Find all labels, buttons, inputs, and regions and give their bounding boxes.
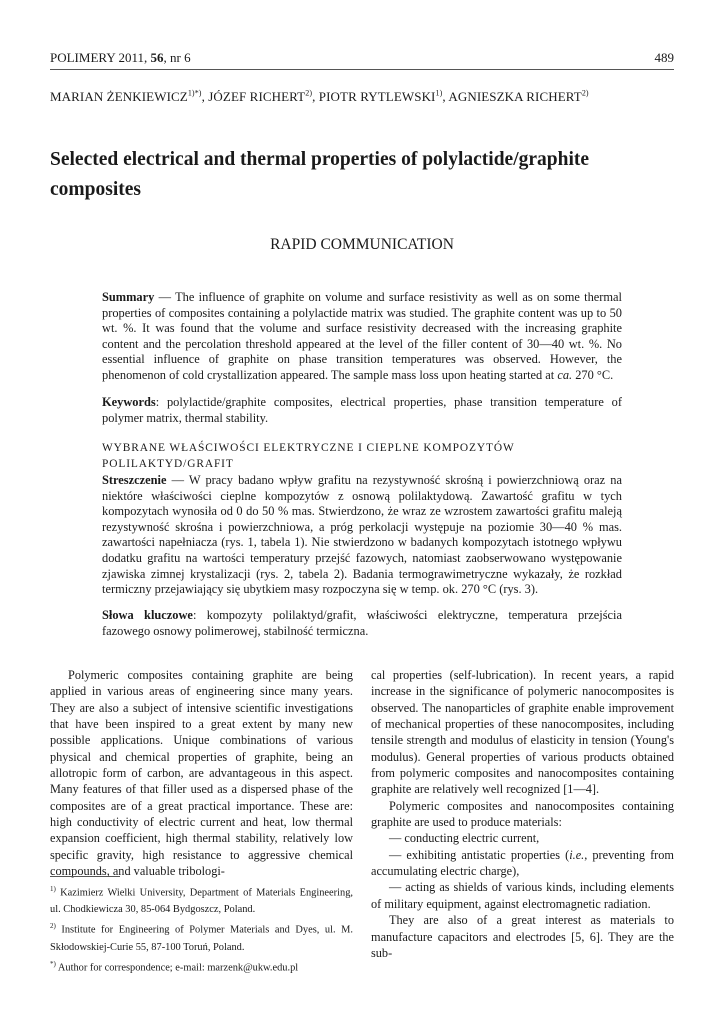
affiliation-mark: 1)*) <box>187 89 202 98</box>
summary-label: Summary <box>102 290 155 304</box>
summary-abstract: Summary — The influence of graphite on volume and surface resistivity as well as on some thermal properties of composites containing a polylactide matrix was studied. The graphite content was up to 50 wt. %. It was found that the volume and surface resistivity decreased with the increasing graphite content and the percolation threshold appeared at the level of the filler content of 30—40 wt. %. No essential influence of graphite on phase transition temperatures was observed. However, the phenomenon of cold crystallization appeared. The sample mass loss upon heating started at ca. 270 °C. <box>102 290 622 382</box>
article-type: RAPID COMMUNICATION <box>270 236 454 253</box>
polish-abstract: Streszczenie — W pracy badano wpływ grafitu na rezystywność skrośną i powierzchniową oraz na niektóre właściwości cieplne kompozytów z osnową polilaktydową. Zawartość grafitu w tych kompozytach wynosiła od 0 do 50 % mas. Stwierdzono, że wraz ze wzrostem zawartości grafitu maleją rezystywność skrośna i powierzchniowa, a próg perkolacji występuje na poziomie 30—40 % mas. zawartości napełniacza (rys. 1, tabela 1). Nie stwierdzono w badanych kompozytach istotnego wpływu dodatku grafitu na wartości temperatury przejść fazowych, natomiast zaobserwowano występowanie zjawiska zimnej krystalizacji (rys. 2, tabela 2). Badania termograwimetryczne wykazały, że rozkład termiczny przejawiający się ubytkiem masy rozpoczyna się w temp. ok. 270 °C (rys. 3). <box>102 473 622 597</box>
page-number: 489 <box>654 50 674 65</box>
streszczenie-label: Streszczenie <box>102 473 167 487</box>
keywords: Keywords: polylactide/graphite composites, electrical properties, phase transition temperature of polymer matrix, thermal stability. <box>102 395 622 425</box>
footnote: $^{2)}$ Institute for Engineering of Polymer Materials and Dyes, ul. M. Skłodowskiej-Curie 55, 87-100 Toruń, Poland. <box>50 922 353 953</box>
author: AGNIESZKA RICHERT$^{2)}$ <box>448 89 589 105</box>
footnotes <box>50 881 353 976</box>
footnote: $^{1)}$ Kazimierz Wielki University, Department of Materials Engineering, ul. Chodkiewicza 30, 85-064 Bydgoszcz, Poland. <box>50 885 353 916</box>
author: JÓZEF RICHERT$^{2)}$, <box>208 89 319 105</box>
affiliation-mark: 2) <box>305 89 313 98</box>
footnote: *) Author for correspondence; e-mail: marzenk@ukw.edu.pl <box>50 959 299 974</box>
body-paragraph: Polymeric composites containing graphite are being applied in various areas of engineering since many years. They are also a subject of intensive scientific investigations that have been inspired to a great extent by many new possible applications. Unique combinations of various physical and chemical properties of graphite, being an allotropic form of carbon, are advantageous in this aspect. Many features of that filler used as a dispersed phase of the composites are of a great practical importance. These are: high conductivity of electric current and heat, low thermal expansion coefficient, high thermal stability, relatively low specific gravity, high resistance to aggressive chemical compounds, and valuable tribologi- <box>50 668 353 879</box>
author: PIOTR RYTLEWSKI$^{1)}$, <box>318 89 449 105</box>
journal-volume: 56 <box>150 50 164 65</box>
body-paragraph: cal properties (self-lubrication). In recent years, a rapid increase in the significance of polymeric nanocomposites is observed. The nanoparticles of graphite enable improvement of mechanical properties of these nanocomposites, including tensile strength and modulus of elasticity in tension (Young's modulus). General properties of various products obtained from polymeric composites and nanocomposites containing graphite are relatively well recognized [1—4]. <box>371 668 674 797</box>
journal-name: POLIMERY 2011, <box>50 50 148 65</box>
footnote-rule <box>50 876 120 877</box>
affiliation-mark: 2) <box>581 89 589 98</box>
running-head <box>50 50 674 66</box>
polish-title: WYBRANE WŁAŚCIWOŚCI ELEKTRYCZNE I CIEPLNE KOMPOZYTÓW POLILAKTYD/GRAFIT <box>102 442 515 470</box>
body-column-right <box>371 667 674 961</box>
keywords-label: Keywords <box>102 395 156 409</box>
polish-keywords: Słowa kluczowe: kompozyty polilaktyd/grafit, właściwości elektryczne, temperatura przejścia fazowego osnowy polimerowej, stabilność termiczna. <box>102 608 622 638</box>
journal-citation <box>50 50 191 66</box>
list-item: — exhibiting antistatic properties (i.e., preventing from accumulating electric charge), <box>371 847 674 879</box>
author: MARIAN $ŻENKIEWICZ^{1)*)}$, <box>50 89 209 105</box>
slowa-kluczowe-label: Słowa kluczowe <box>102 608 193 622</box>
author-list <box>50 89 674 105</box>
journal-issue: , nr 6 <box>163 50 191 65</box>
body-column-left <box>50 667 353 879</box>
affiliation-mark: 1) <box>435 89 443 98</box>
paper-title: Selected electrical and thermal properties of polylactide/graphite composites <box>50 149 590 200</box>
header-rule <box>50 69 674 70</box>
body-paragraph: Polymeric composites and nanocomposites containing graphite are used to produce materials: <box>371 798 674 830</box>
list-item: — conducting electric current, <box>389 831 540 846</box>
body-paragraph: They are also of a great interest as materials to manufacture capacitors and electrodes [5, 6]. They are the sub- <box>371 913 674 960</box>
list-item: — acting as shields of various kinds, including elements of military equipment, against electromagnetic radiation. <box>371 880 674 911</box>
